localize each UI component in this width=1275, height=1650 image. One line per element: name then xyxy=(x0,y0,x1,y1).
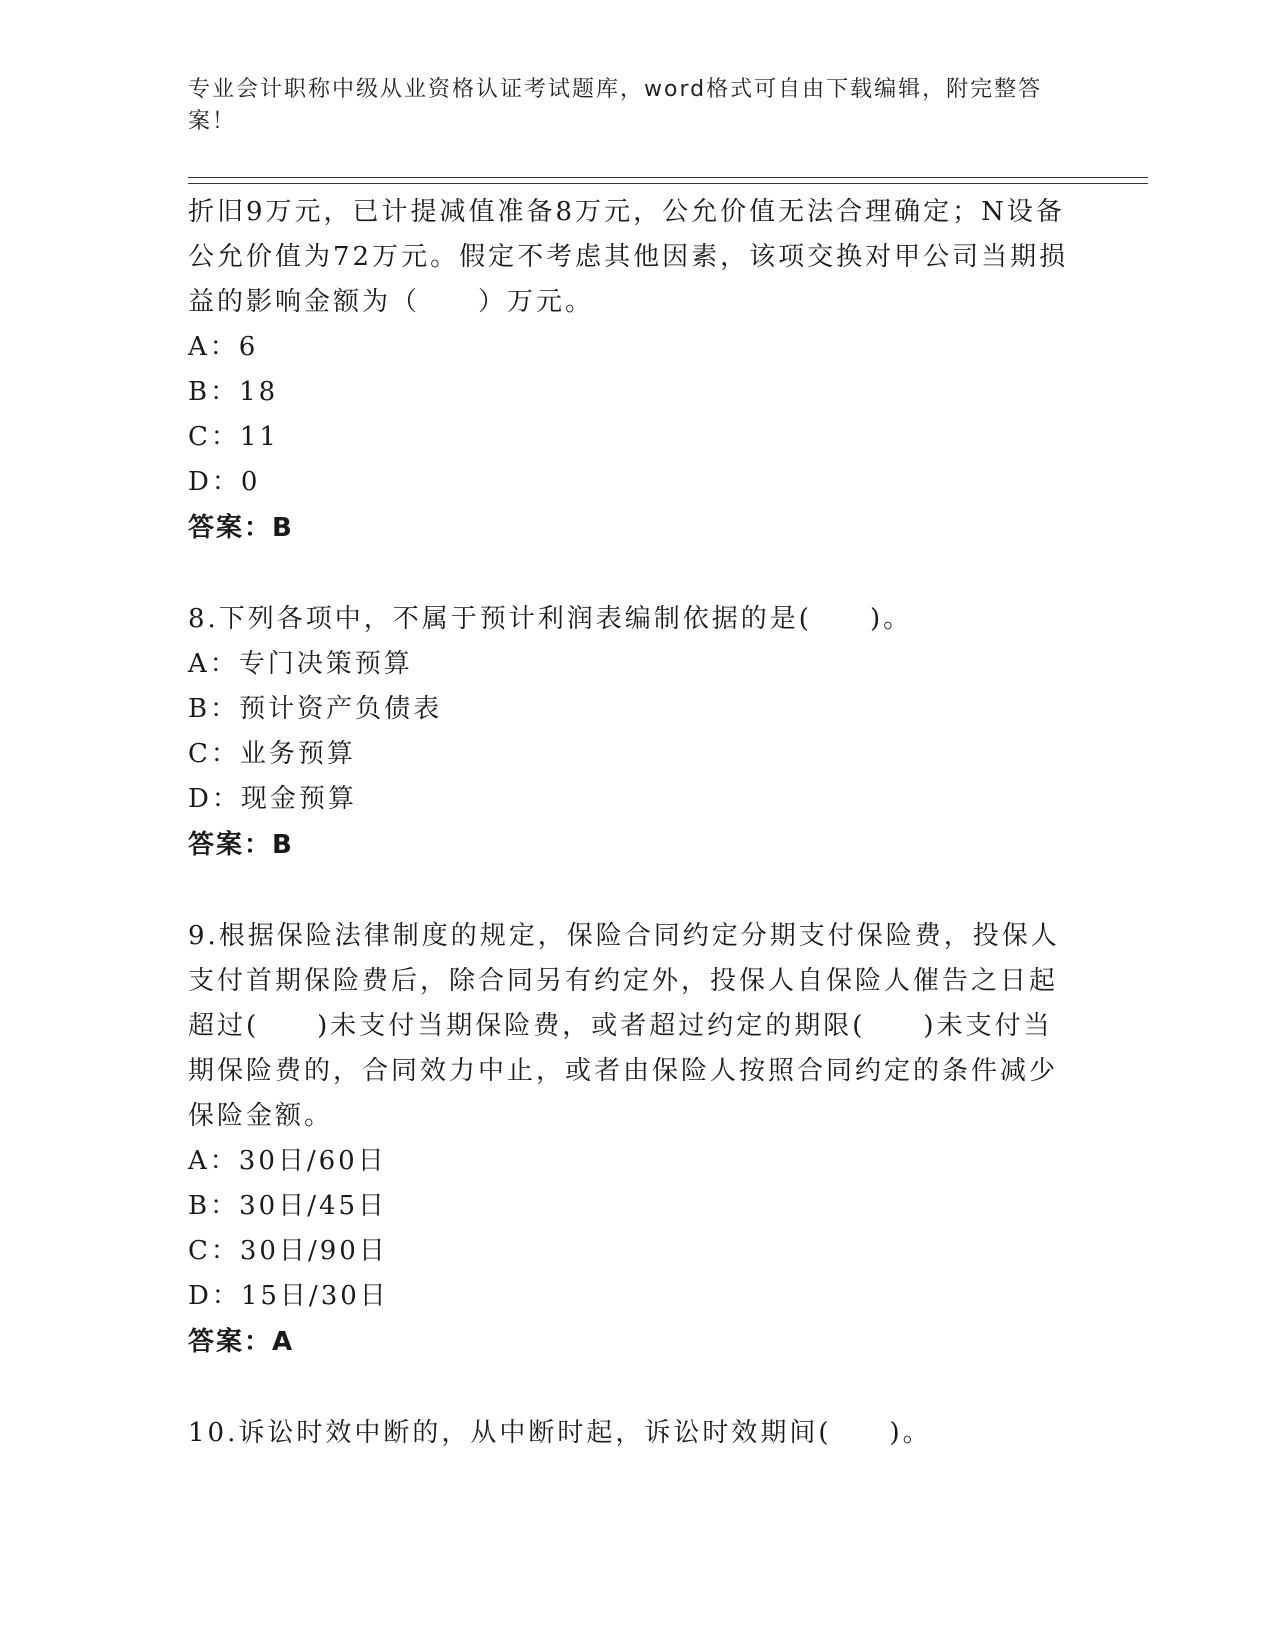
option-a: A：30日/60日 xyxy=(188,1146,387,1176)
answer-label: 答案：B xyxy=(188,830,294,860)
option-c: C：11 xyxy=(188,422,279,452)
header-divider-top xyxy=(188,177,1148,178)
question-text-line: 期保险费的，合同效力中止，或者由保险人按照合同约定的条件减少 xyxy=(188,1056,1059,1086)
answer-label: 答案：A xyxy=(188,1327,295,1357)
option-b: B：预计资产负债表 xyxy=(188,694,443,724)
spacer xyxy=(188,551,1088,597)
question-text-line: 超过( )未支付当期保险费，或者超过约定的期限( )未支付当 xyxy=(188,1011,1053,1041)
option-c: C：业务预算 xyxy=(188,739,356,769)
question-text-line: 8.下列各项中，不属于预计利润表编制依据的是( )。 xyxy=(188,604,913,634)
question-text-line: 益的影响金额为（ ）万元。 xyxy=(188,287,595,317)
question-content xyxy=(188,190,1088,1456)
question-7 xyxy=(188,190,1088,551)
option-d: D：0 xyxy=(188,467,261,497)
option-c: C：30日/90日 xyxy=(188,1236,388,1266)
question-9 xyxy=(188,914,1088,1365)
question-text-line: 折旧9万元，已计提减值准备8万元，公允价值无法合理确定；N设备 xyxy=(188,197,1065,227)
question-8 xyxy=(188,597,1088,868)
option-d: D：现金预算 xyxy=(188,784,357,814)
question-text-line: 支付首期保险费后，除合同另有约定外，投保人自保险人催告之日起 xyxy=(188,966,1059,996)
question-text-line: 9.根据保险法律制度的规定，保险合同约定分期支付保险费，投保人 xyxy=(188,921,1060,951)
option-a: A：6 xyxy=(188,332,259,362)
header-divider-bottom xyxy=(188,183,1148,184)
question-text-line: 保险金额。 xyxy=(188,1101,334,1131)
question-text-line: 10.诉讼时效中断的，从中断时起，诉讼时效期间( )。 xyxy=(188,1418,932,1448)
question-text-line: 公允价值为72万元。假定不考虑其他因素，该项交换对甲公司当期损 xyxy=(188,242,1069,272)
spacer xyxy=(188,868,1088,914)
spacer xyxy=(188,1365,1088,1411)
option-b: B：18 xyxy=(188,377,279,407)
question-10 xyxy=(188,1411,1088,1456)
answer-label: 答案：B xyxy=(188,513,294,543)
option-d: D：15日/30日 xyxy=(188,1281,389,1311)
option-a: A：专门决策预算 xyxy=(188,649,413,679)
option-b: B：30日/45日 xyxy=(188,1191,388,1221)
document-header: 专业会计职称中级从业资格认证考试题库，word格式可自由下载编辑，附完整答案！ xyxy=(188,77,1043,134)
